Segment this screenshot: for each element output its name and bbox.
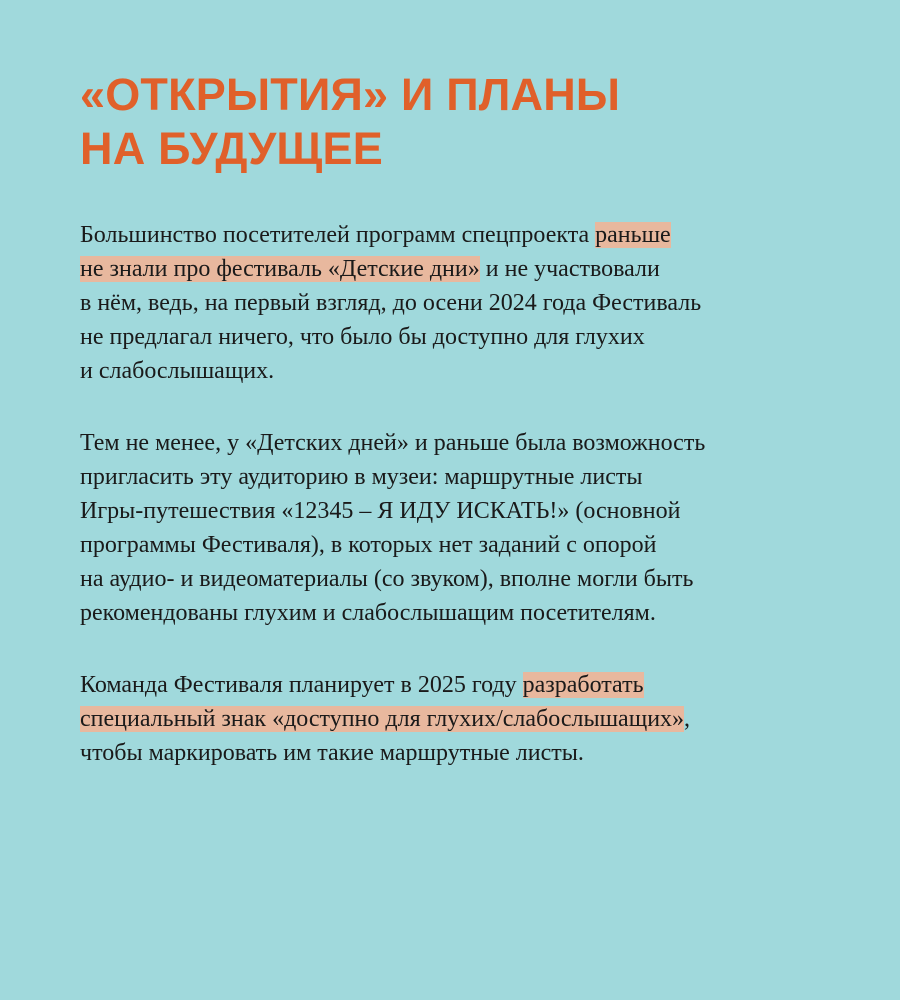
- paragraph-1-line-5: и слабослышащих.: [80, 358, 275, 384]
- paragraph-2-line-4: программы Фестиваля), в которых нет заданий с опорой: [80, 532, 657, 558]
- highlight-3b: специальный знак «доступно для глухих/слабослышащих»: [80, 706, 685, 732]
- highlight-1a: раньше: [595, 222, 671, 248]
- paragraph-1-line-1: [80, 218, 840, 252]
- paragraph-2-line-1: Тем не менее, у «Детских дней» и раньше была возможность: [80, 430, 706, 456]
- paragraph-1-line-1-text: Большинство посетителей программ спецпроекта: [80, 222, 596, 248]
- paragraph-3-line-1: [80, 668, 840, 702]
- paragraph-1-line-3: в нём, ведь, на первый взгляд, до осени 2024 года Фестиваль: [80, 290, 702, 316]
- title-line-1: «ОТКРЫТИЯ» И ПЛАНЫ: [80, 69, 621, 120]
- title-line-2: НА БУДУЩЕЕ: [80, 123, 383, 174]
- paragraph-2-line-3: Игры-путешествия «12345 – Я ИДУ ИСКАТЬ!» (основной: [80, 498, 681, 524]
- paragraph-3-line-2: [80, 702, 840, 736]
- paragraph-1-line-2-text: и не участвовали: [479, 256, 660, 282]
- highlight-1b: не знали про фестиваль «Детские дни»: [80, 256, 480, 282]
- paragraph-1: [80, 218, 840, 388]
- paragraph-3-line-1-text: Команда Фестиваля планирует в 2025 году: [80, 672, 523, 698]
- content: [80, 68, 840, 770]
- paragraph-3-line-3: чтобы маркировать им такие маршрутные листы.: [80, 740, 584, 766]
- paragraph-2-line-6: рекомендованы глухим и слабослышащим посетителям.: [80, 600, 656, 626]
- paragraph-3: [80, 668, 840, 770]
- paragraph-3-line-2-text: ,: [684, 706, 691, 732]
- paragraph-2-line-5: на аудио- и видеоматериалы (со звуком), вполне могли быть: [80, 566, 694, 592]
- page-title: [80, 68, 840, 176]
- paragraph-1-line-2: [80, 252, 840, 286]
- paragraph-1-line-4: не предлагал ничего, что было бы доступно для глухих: [80, 324, 645, 350]
- highlight-3a: разработать: [522, 672, 644, 698]
- paragraph-2-line-2: пригласить эту аудиторию в музеи: маршрутные листы: [80, 464, 643, 490]
- paragraph-2: [80, 426, 840, 630]
